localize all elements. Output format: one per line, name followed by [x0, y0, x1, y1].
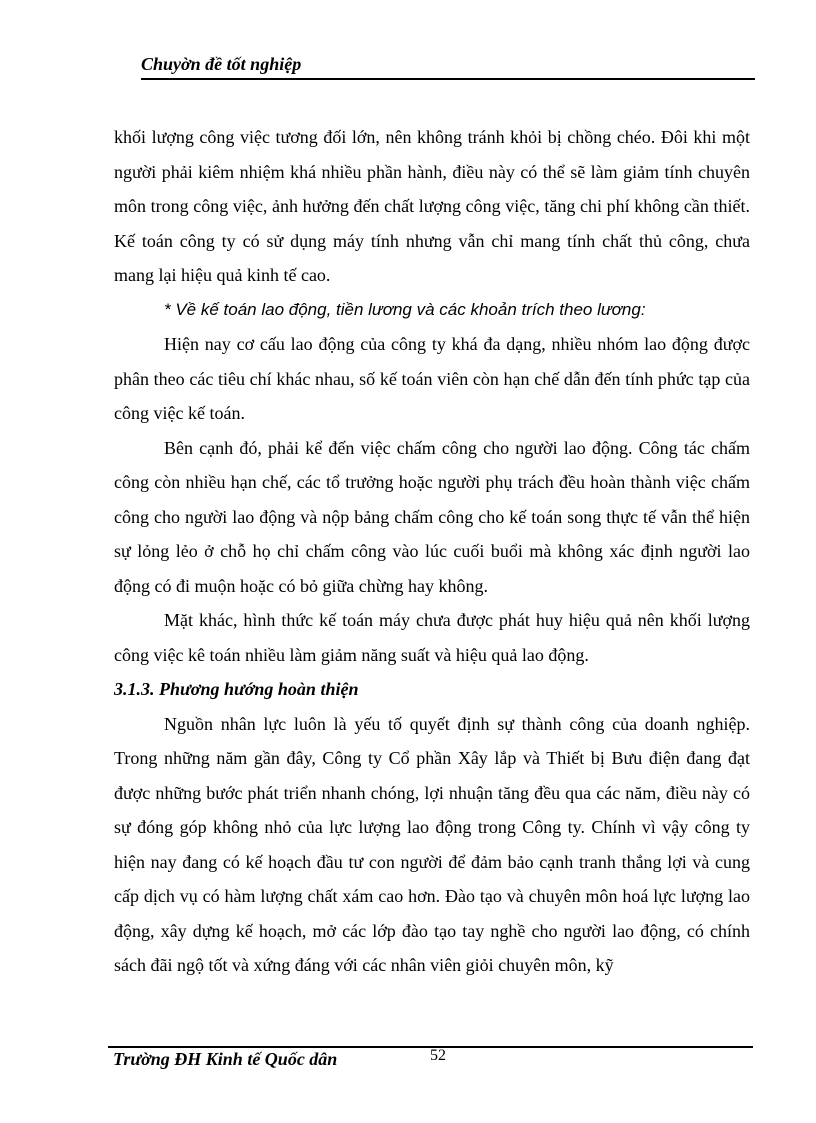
page-number: 52 — [430, 1047, 446, 1064]
footer-school-name: Trường ĐH Kinh tế Quốc dân — [113, 1049, 338, 1069]
paragraph-timekeeping: Bên cạnh đó, phải kể đến việc chấm công cho người lao động. Công tác chấm công còn nhiều hạn chế, các tổ trưởng hoặc người phụ trách đều hoàn thành việc chấm công cho người lao động và nộp bảng chấm công cho kế toán song thực tế vẫn thể hiện sự lỏng lẻo ở chỗ họ chỉ chấm công vào lúc cuối buổi mà không xác định người lao động có đi muộn hoặc có bỏ giữa chừng hay không. — [114, 437, 750, 596]
paragraph-continuation: khối lượng công việc tương đối lớn, nên không tránh khỏi bị chồng chéo. Đôi khi một người phải kiêm nhiệm khá nhiều phần hành, điều này có thể sẽ làm giảm tính chuyên môn trong công việc, ảnh hưởng đến chất lượng công việc, tăng chi phí không cần thiết. Kế toán công ty có sử dụng máy tính nhưng vẫn chỉ mang tính chất thủ công, chưa mang lại hiệu quả kinh tế cao. — [114, 127, 750, 285]
paragraph-labor-structure: Hiện nay cơ cấu lao động của công ty khá đa dạng, nhiều nhóm lao động được phân theo các tiêu chí khác nhau, số kế toán viên còn hạn chế dẫn đến tính phức tạp của công việc kế toán. — [114, 334, 750, 423]
paragraph-accounting-software: Mặt khác, hình thức kế toán máy chưa được phát huy hiệu quả nên khối lượng công việc kê toán nhiều làm giảm năng suất và hiệu quả lao động. — [114, 610, 750, 665]
page-body — [114, 120, 750, 983]
page-header — [141, 52, 755, 80]
section-heading: 3.1.3. Phương hướng hoàn thiện — [114, 679, 359, 699]
paragraph-human-resources: Nguồn nhân lực luôn là yếu tố quyết định sự thành công của doanh nghiệp. Trong những năm gần đây, Công ty Cổ phần Xây lắp và Thiết bị Bưu điện đang đạt được những bước phát triển nhanh chóng, lợi nhuận tăng đều qua các năm, điều này có sự đóng góp không nhỏ của lực lượng lao động trong Công ty. Chính vì vậy công ty hiện nay đang có kế hoạch đầu tư con người để đảm bảo cạnh tranh thắng lợi và cung cấp dịch vụ có hàm lượng chất xám cao hơn. Đào tạo và chuyên môn hoá lực lượng lao động, xây dựng kế hoạch, mở các lớp đào tạo tay nghề cho người lao động, có chính sách đãi ngộ tốt và xứng đáng với các nhân viên giỏi chuyên môn, kỹ — [114, 713, 750, 975]
section-note: * Về kế toán lao động, tiền lương và các khoản trích theo lương: — [164, 299, 646, 319]
header-title: Chuyờn đề tốt nghiệp — [141, 54, 302, 74]
